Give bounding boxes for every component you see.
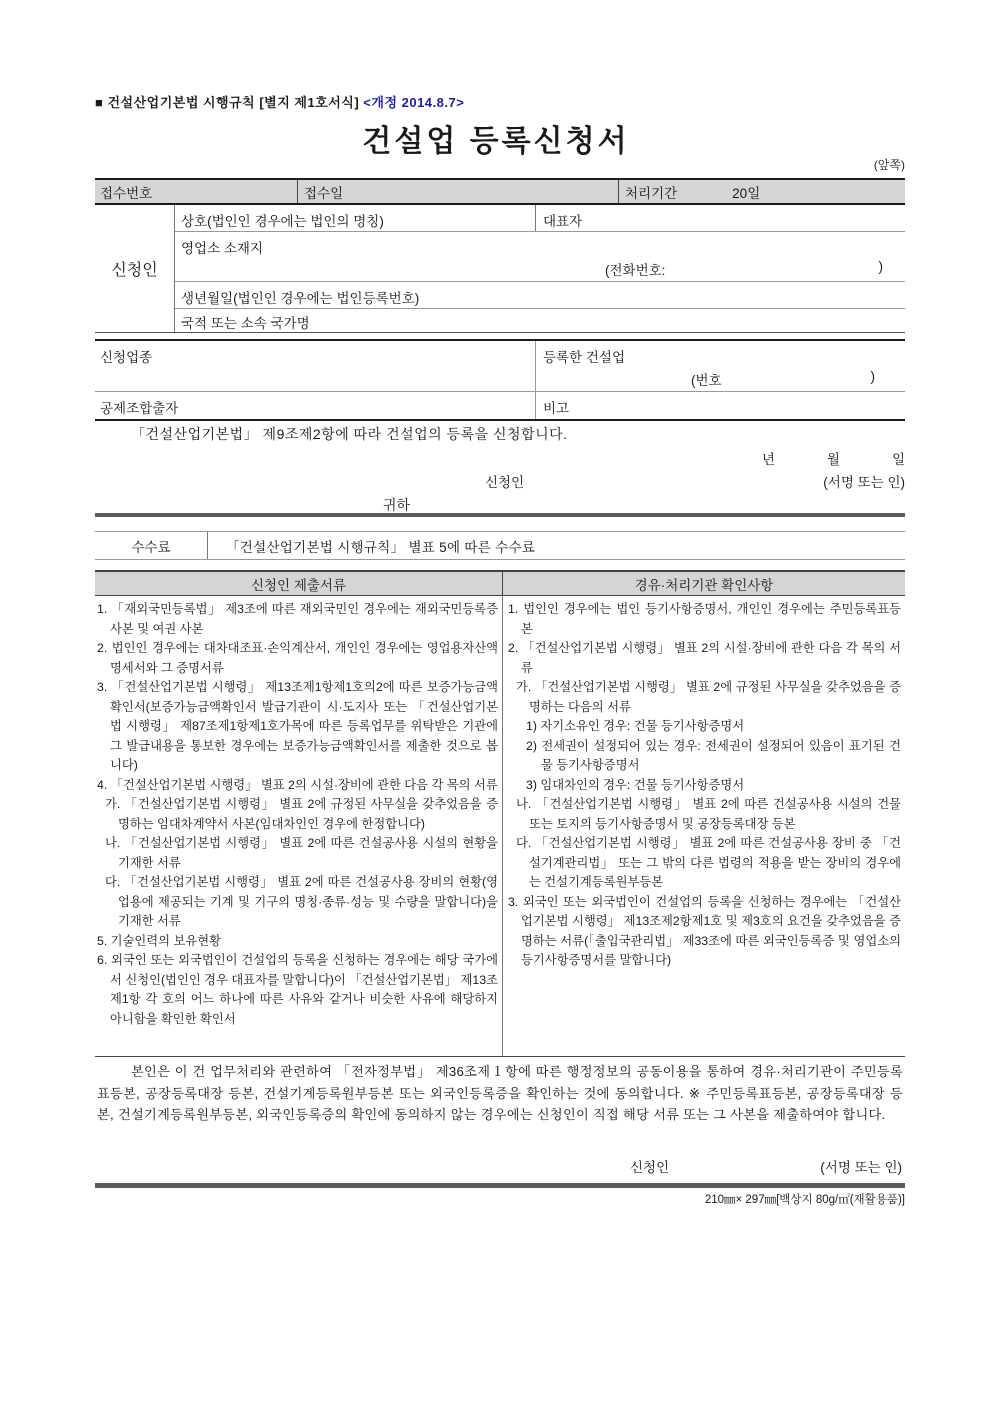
document-list-item: 2. 법인인 경우에는 대차대조표·손익계산서, 개인인 경우에는 영업용자산액명세서와 그 증명서류 [97,641,498,675]
year-label: 년 [761,452,775,467]
submit-documents-list [95,596,503,1056]
sign-or-seal-label: (서명 또는 인) [823,475,905,490]
document-list-item: 6. 외국인 또는 외국법인이 건설업의 등록을 신청하는 경우에는 해당 국가에서 신청인(법인인 경우 대표자를 말합니다)이 「건설산업기본법」 제13조제1항 각 호의 어느 하나에 따른 사유와 같거나 비슷한 사유에 해당하지 아니함을 확인한 확인서 [97,953,498,1026]
fee-value: 「건설산업기본법 시행규칙」 별표 5에 따른 수수료 [226,539,536,555]
processing-period-value: 20일 [732,185,761,201]
black-square-icon: ■ [95,95,104,110]
document-list-item: 나. 「건설산업기본법 시행령」 별표 2에 따른 건설공사용 시설의 현황을 기재한 서류 [105,836,498,870]
day-label: 일 [891,452,905,467]
processing-period-cell [619,180,905,203]
office-address-label: 영업소 소재지 [181,241,263,256]
applied-business-field[interactable]: 신청업종 [95,341,536,391]
applicant-table [95,178,905,333]
documents-table [95,570,905,1057]
submit-documents-header: 신청인 제출서류 [95,572,503,595]
document-list-item: 다. 「건설산업기본법 시행령」 별표 2에 따른 건설공사용 장비의 현황(영업용에 제공되는 기계 및 기구의 명칭·종류·성능 및 수량을 말합니다)을 기재한 서류 [105,875,498,928]
document-list-item: 다. 「건설산업기본법 시행령」 별표 2에 따른 건설공사용 장비 중 「건설기계관리법」 또는 그 밖의 다른 법령의 적용을 받는 장비의 경우에는 건설기계등록원부등본 [516,836,901,889]
fee-label: 수수료 [131,539,171,555]
mutual-aid-investment-field[interactable]: 공제조합출자 [95,392,536,419]
document-list-item: 3. 「건설산업기본법 시행령」 제13조제1항제1호의2에 따른 보증가능금액확인서(보증가능금액확인서 발급기관이 시·도지사 또는 「건설산업기본법 시행령」 제87조제1항제1호가목에 따른 등록업무를 위탁받은 기관에 그 발급내용을 통보한 경우에는 보증가능금액확인서를 제출한 것으로 봅니다) [97,680,498,772]
document-list-item: 5. 기술인력의 보유현황 [97,933,221,948]
section-divider [95,513,905,517]
agency-check-header: 경유·처리기관 확인사항 [634,577,774,593]
applicant-row-label: 신청인 [95,205,175,332]
business-type-table [95,339,905,421]
consent-sign-or-seal-label: (서명 또는 인) [820,1160,902,1175]
document-list-item: 4. 「건설산업기본법 시행령」 별표 2의 시설·장비에 관한 다음 각 목의 서류 [97,777,498,792]
addressee-label: 귀하 [383,497,411,513]
phone-number-label: (전화번호: [605,263,666,278]
consent-paragraph: 본인은 이 건 업무처리와 관련하여 「전자정부법」 제36조제１항에 따른 행정정보의 공동이용을 통하여 경유·처리기관이 주민등록표등본, 공장등록대장 등본, 건설기계등록원부등본 또는 외국인등록증을 확인하는 것에 동의합니다. ※ 주민등록표등본, 공장등록대장 등본, 건설기계등록원부등본, 외국인등록증의 확인에 동의하지 않는 경우에는 신청인이 직접 해당 서류 또는 그 사본을 제출하여야 합니다. [97,1064,903,1122]
nationality-field[interactable]: 국적 또는 소속 국가명 [181,316,310,331]
document-list-item: 1. 법인인 경우에는 법인 등기사항증명서, 개인인 경우에는 주민등록표등본 [508,602,901,636]
registration-number-close-paren: ) [870,369,875,384]
consent-applicant-label: 신청인 [630,1160,670,1175]
month-label: 월 [826,452,840,467]
document-list-item: 3) 임대차인의 경우: 건물 등기사항증명서 [526,777,745,792]
page-title: 건설업 등록신청서 [362,125,630,158]
receipt-header-row [95,178,905,205]
birthdate-field[interactable]: 생년월일(법인인 경우에는 법인등록번호) [175,282,905,309]
front-side-label: (앞쪽) [873,158,905,172]
registered-business-label: 등록한 건설업 [543,350,625,365]
rule-text: 건설산업기본법 시행규칙 [별지 제1호서식] [103,95,364,110]
processing-period-label: 처리기간 [625,185,678,201]
paper-spec-label: 210㎜× 297㎜[백상지 80g/㎡(재활용품)] [704,1194,905,1206]
fee-row [95,531,905,560]
document-list-item: 1) 자기소유인 경우: 건물 등기사항증명서 [526,719,745,733]
company-row [175,205,905,232]
document-list-item: 2) 전세권이 설정되어 있는 경우: 전세권이 설정되어 있음이 표기된 건물 등기사항증명서 [526,738,901,772]
agency-check-list [503,596,905,1056]
document-list-item: 나. 「건설산업기본법 시행령」 별표 2에 따른 건설공사용 시설의 건물 또는 토지의 등기사항증명서 및 공장등록대장 등본 [516,797,901,831]
phone-number-close-paren: ) [878,259,883,274]
document-list-item: 3. 외국인 또는 외국법인이 건설업의 등록을 신청하는 경우에는 「건설산업기본법 시행령」 제13조제2항제1호 및 제3호의 요건을 갖추었음을 증명하는 서류(「출입국관리법」 제33조에 따른 외국인등록증 및 영업소의 등기사항증명서를 말합니다) [508,894,901,967]
representative-field[interactable]: 대표자 [543,214,583,229]
form-rule-line [95,92,464,111]
revision-date: <개정 2014.8.7> [363,95,465,110]
document-list-item: 가. 「건설산업기본법 시행령」 별표 2에 규정된 사무실을 갖추었음을 증명하는 다음의 서류 [516,680,901,714]
registered-business-field[interactable] [536,341,905,391]
document-list-item: 2. 「건설산업기본법 시행령」 별표 2의 시설·장비에 관한 다음 각 목의 서류 [508,641,901,675]
company-name-field[interactable]: 상호(법인인 경우에는 법인의 명칭) [175,205,536,231]
date-line [710,448,905,468]
document-list-item: 가. 「건설산업기본법 시행령」 별표 2에 규정된 사무실을 갖추었음을 증명하는 임대차계약서 사본(임대차인인 경우에 한정합니다) [105,797,498,831]
receipt-number-label: 접수번호 [95,180,298,203]
remarks-field[interactable]: 비고 [543,401,570,416]
application-statement: 「건설산업기본법」 제9조제2항에 따라 건설업의 등록을 신청합니다. [131,426,568,442]
receipt-date-label: 접수일 [298,180,619,203]
office-address-row[interactable] [175,232,905,282]
bottom-divider [95,1183,905,1188]
document-list-item: 1. 「재외국민등록법」 제3조에 따른 재외국민인 경우에는 재외국민등록증 사본 및 여권 사본 [97,602,498,636]
applicant-signature-label: 신청인 [485,475,525,490]
registration-number-label: (번호 [691,373,722,388]
